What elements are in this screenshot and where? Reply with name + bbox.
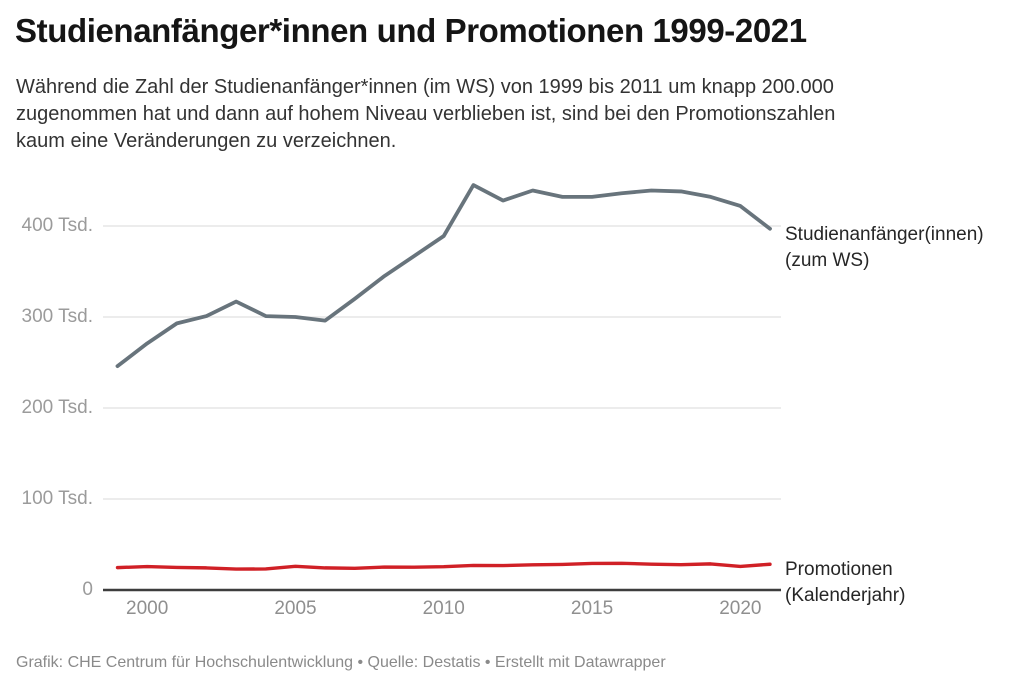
x-tick-label: 2000 (126, 598, 169, 619)
y-tick-label: 400 Tsd. (21, 215, 93, 236)
x-tick-label: 2020 (719, 598, 762, 619)
description-line-3: kaum eine Veränderungen zu verzeichnen. (16, 130, 397, 152)
x-tick-label: 2010 (422, 598, 465, 619)
chart-title: Studienanfänger*innen und Promotionen 1999-2021 (15, 12, 807, 49)
y-tick-label: 200 Tsd. (21, 397, 93, 418)
y-tick-label: 0 (82, 579, 93, 600)
y-tick-label: 100 Tsd. (21, 488, 93, 509)
series-label-line: (zum WS) (785, 250, 870, 271)
x-tick-label: 2015 (570, 598, 614, 619)
series-label-line: (Kalenderjahr) (785, 585, 906, 606)
attribution-footer: Grafik: CHE Centrum für Hochschulentwicklung • Quelle: Destatis • Erstellt mit Datawrapper (16, 654, 666, 671)
promotionen-line (118, 563, 771, 569)
description-line-2: zugenommen hat und dann auf hohem Niveau verblieben ist, sind bei den Promotionszahlen (16, 103, 836, 125)
series-label-promotionen (785, 557, 905, 609)
studienanfaenger-line (118, 185, 771, 366)
x-tick-label: 2005 (274, 598, 317, 619)
series-label-line: Promotionen (785, 559, 893, 580)
series-label-studienanfaenger (785, 222, 984, 274)
series-label-line: Studienanfänger(innen) (785, 224, 984, 245)
y-tick-label: 300 Tsd. (21, 306, 93, 327)
description-line-1: Während die Zahl der Studienanfänger*innen (im WS) von 1999 bis 2011 um knapp 200.000 (16, 76, 834, 98)
